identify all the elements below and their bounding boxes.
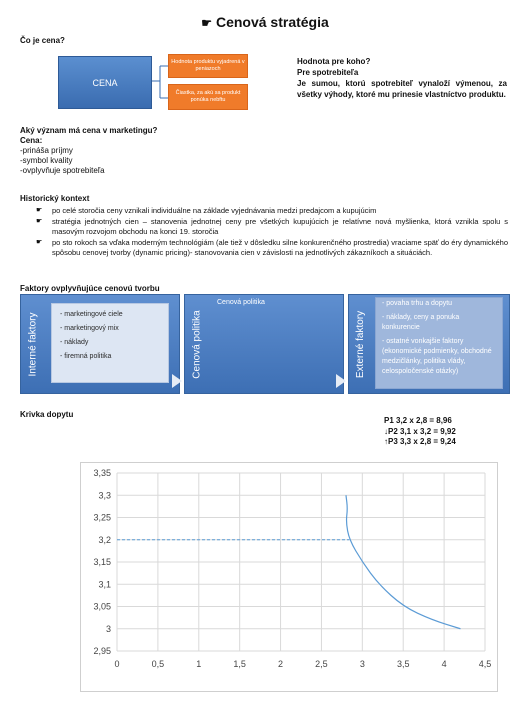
meaning-item: -ovplyvňuje spotrebiteľa xyxy=(20,166,105,175)
pointing-hand-icon: ☛ xyxy=(36,207,43,214)
section-heading-cena: Čo je cena? xyxy=(20,36,65,45)
section-heading-faktory: Faktory ovplyvňujúce cenovú tvorbu xyxy=(20,284,160,293)
x-tick-label: 3 xyxy=(359,659,365,669)
y-tick-label: 3,35 xyxy=(93,468,111,478)
page-title: ☛ Cenová stratégia xyxy=(201,14,329,30)
y-tick-label: 3 xyxy=(105,623,111,634)
meaning-item: -symbol kvality xyxy=(20,156,73,165)
panel-item: - marketingové ciele xyxy=(60,311,123,318)
x-tick-label: 1 xyxy=(196,659,202,669)
panel-price-policy xyxy=(184,294,344,394)
x-tick-label: 0,5 xyxy=(151,659,165,669)
history-list xyxy=(36,206,508,259)
right-body: Je sumou, ktorú spotrebiteľ vynaloží výmenou, za všetky výhody, ktoré mu prinesie vlastníctvo produktu. xyxy=(297,79,507,99)
y-tick-label: 3,1 xyxy=(98,579,111,590)
panel-label: Interné faktory xyxy=(27,312,39,376)
panel-card xyxy=(51,303,169,383)
pointing-hand-icon: ☛ xyxy=(201,16,212,30)
right-title-1: Hodnota pre koho? xyxy=(297,57,371,66)
panel-card xyxy=(211,297,337,315)
x-tick-label: 3,5 xyxy=(396,659,410,669)
panel-item: Cenová politika xyxy=(217,299,265,306)
panel-card xyxy=(375,297,503,389)
history-item: ☛ po sto rokoch sa vďaka moderným technológiám (ale tiež v dôsledku silne konkurenčného prostredia) vraciame späť do éry dynamického spôsobu cenovej tvorby (dynamic pricing)- stanovovania cien v závislosti na jednotlivých zákazníkoch a situáciách. xyxy=(36,237,508,257)
section-heading-vyznam: Aký význam má cena v marketingu? xyxy=(20,126,158,135)
y-tick-label: 3,05 xyxy=(93,601,111,612)
cena-sub: Cena: xyxy=(20,136,43,145)
history-item: ☛ po celé storočia ceny vznikali individuálne na základe vyjednávania medzi predajcom a kupujúcim xyxy=(36,206,377,215)
panel-item: - firemná politika xyxy=(60,353,112,360)
section-heading-hist: Historický kontext xyxy=(20,194,90,203)
x-tick-label: 1,5 xyxy=(233,659,246,669)
history-item: ☛ stratégia jednotných cien – stanovenia jednotnej ceny pre všetkých kupujúcich je relatívne nová myšlienka, ktorá vznikla spolu s masovým rozvojom obchodu na konci 19. storočia xyxy=(36,216,508,236)
panel-item: - ostatné vonkajšie faktory (ekonomické podmienky, obchodné medzičlánky, politika vlády, celospoločenské otázky) xyxy=(382,338,492,375)
meaning-item: -prináša príjmy xyxy=(20,146,73,155)
calc-line: P1 3,2 x 2,8 = 8,96 xyxy=(384,416,452,425)
diagram-box-offer: Čiastka, za akú sa produkt ponúka nebftu xyxy=(168,84,248,110)
panel-item: - náklady xyxy=(60,339,89,346)
panel-label: Cenová politika xyxy=(191,309,203,379)
panel-label: Externé faktory xyxy=(355,310,367,378)
value-for-whom-block xyxy=(297,56,507,100)
panel-item: - povaha trhu a dopytu xyxy=(382,300,453,307)
y-tick-label: 3,2 xyxy=(98,534,111,545)
x-tick-label: 4,5 xyxy=(478,659,492,669)
pointing-hand-icon: ☛ xyxy=(36,217,43,225)
y-tick-label: 3,25 xyxy=(93,512,111,523)
x-tick-label: 2 xyxy=(278,659,284,669)
arrow-shape xyxy=(336,374,346,388)
y-tick-label: 3,15 xyxy=(93,557,111,567)
x-tick-label: 2,5 xyxy=(315,659,328,669)
y-tick-label: 3,3 xyxy=(98,490,111,501)
meaning-section xyxy=(20,126,157,176)
right-title-2: Pre spotrebiteľa xyxy=(297,68,359,77)
section-heading-krivka: Krivka dopytu xyxy=(20,410,74,419)
price-calculations xyxy=(384,416,456,448)
x-tick-label: 0 xyxy=(114,659,120,669)
pointing-hand-icon: ☛ xyxy=(36,238,43,246)
diagram-box-value: Hodnota produktu vyjadrená v peniazoch xyxy=(168,54,248,78)
x-tick-label: 4 xyxy=(441,659,447,669)
panel-item: - marketingový mix xyxy=(60,325,119,332)
panel-item: - náklady, ceny a ponuka konkurencie xyxy=(382,314,460,331)
demand-curve-chart xyxy=(81,463,497,691)
y-tick-label: 2,95 xyxy=(93,646,111,656)
diagram-center-box: CENA xyxy=(58,56,152,109)
arrow-shape xyxy=(172,374,182,388)
panel-external-factors xyxy=(348,294,510,394)
calc-line: ↑P3 3,3 x 2,8 = 9,24 xyxy=(384,437,456,446)
calc-line: ↓P2 3,1 x 3,2 = 9,92 xyxy=(384,426,456,436)
panel-internal-factors xyxy=(20,294,180,394)
chart-frame xyxy=(80,462,498,692)
